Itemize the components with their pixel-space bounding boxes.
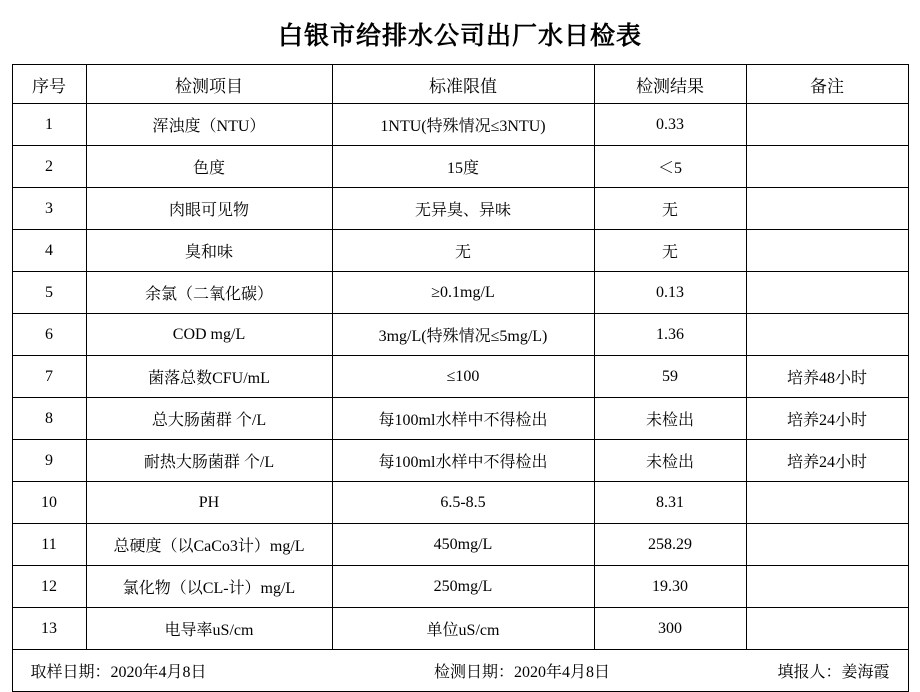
cell-item xyxy=(86,230,332,272)
cell-no: 2 xyxy=(12,146,86,188)
cell-no: 4 xyxy=(12,230,86,272)
cell-standard: 3mg/L(特殊情况≤5mg/L) xyxy=(332,314,594,356)
table-header-row xyxy=(12,65,908,104)
table-row xyxy=(12,524,908,566)
cell-item xyxy=(86,314,332,356)
column-header-standard: 标准限值 xyxy=(332,65,594,104)
cell-result: 1.36 xyxy=(594,314,746,356)
cell-item xyxy=(86,104,332,146)
cell-standard: 每100ml水样中不得检出 xyxy=(332,398,594,440)
cell-result: ＜5 xyxy=(594,146,746,188)
cell-no: 12 xyxy=(12,566,86,608)
cell-item-text: 浑浊度（NTU） xyxy=(152,118,266,135)
column-header-result: 检测结果 xyxy=(594,65,746,104)
cell-no: 3 xyxy=(12,188,86,230)
cell-item-text: 余氯（二氧化碳） xyxy=(144,286,273,303)
cell-item-text: PH xyxy=(198,493,220,511)
cell-no: 5 xyxy=(12,272,86,314)
column-header-no: 序号 xyxy=(12,65,86,104)
cell-no: 8 xyxy=(12,398,86,440)
cell-standard: ≥0.1mg/L xyxy=(332,272,594,314)
cell-item-text: COD mg/L xyxy=(172,325,246,343)
cell-item xyxy=(86,356,332,398)
cell-item xyxy=(86,566,332,608)
cell-remark xyxy=(746,188,908,230)
cell-standard: 单位uS/cm xyxy=(332,608,594,650)
footer-cell xyxy=(12,650,908,692)
cell-remark xyxy=(746,524,908,566)
table-row xyxy=(12,188,908,230)
table-row xyxy=(12,440,908,482)
cell-item-text: 氯化物（以CL-计）mg/L xyxy=(122,580,296,597)
cell-standard: 15度 xyxy=(332,146,594,188)
cell-remark xyxy=(746,482,908,524)
cell-remark xyxy=(746,104,908,146)
cell-result: 无 xyxy=(594,188,746,230)
cell-standard: 无 xyxy=(332,230,594,272)
cell-result: 0.13 xyxy=(594,272,746,314)
table-row xyxy=(12,272,908,314)
cell-no: 6 xyxy=(12,314,86,356)
table-row xyxy=(12,482,908,524)
table-row xyxy=(12,566,908,608)
cell-item-text: 耐热大肠菌群 个/L xyxy=(143,454,275,471)
cell-result: 59 xyxy=(594,356,746,398)
cell-remark: 培养24小时 xyxy=(746,398,908,440)
page-title: 白银市给排水公司出厂水日检表 xyxy=(277,23,642,50)
cell-no: 1 xyxy=(12,104,86,146)
cell-item xyxy=(86,440,332,482)
cell-remark xyxy=(746,272,908,314)
cell-item xyxy=(86,272,332,314)
table-body xyxy=(12,104,908,692)
table-row xyxy=(12,230,908,272)
cell-remark: 培养48小时 xyxy=(746,356,908,398)
cell-result: 8.31 xyxy=(594,482,746,524)
cell-remark xyxy=(746,314,908,356)
cell-item-text: 肉眼可见物 xyxy=(168,202,249,219)
cell-standard: 无异臭、异味 xyxy=(332,188,594,230)
table-row xyxy=(12,314,908,356)
cell-standard: 1NTU(特殊情况≤3NTU) xyxy=(332,104,594,146)
cell-item xyxy=(86,608,332,650)
cell-item xyxy=(86,524,332,566)
cell-remark xyxy=(746,566,908,608)
cell-result: 未检出 xyxy=(594,440,746,482)
cell-result: 258.29 xyxy=(594,524,746,566)
cell-result: 无 xyxy=(594,230,746,272)
testing-date: 检测日期：2020年4月8日 xyxy=(433,664,610,681)
cell-result: 0.33 xyxy=(594,104,746,146)
sampling-date: 取样日期：2020年4月8日 xyxy=(30,664,207,681)
cell-item xyxy=(86,188,332,230)
cell-result: 300 xyxy=(594,608,746,650)
column-header-item: 检测项目 xyxy=(86,65,332,104)
cell-item-text: 总大肠菌群 个/L xyxy=(151,412,267,429)
cell-result: 未检出 xyxy=(594,398,746,440)
cell-no: 10 xyxy=(12,482,86,524)
cell-no: 13 xyxy=(12,608,86,650)
cell-no: 7 xyxy=(12,356,86,398)
cell-standard: ≤100 xyxy=(332,356,594,398)
cell-result: 19.30 xyxy=(594,566,746,608)
cell-item-text: 总硬度（以CaCo3计）mg/L xyxy=(113,538,305,555)
table-row xyxy=(12,398,908,440)
cell-standard: 每100ml水样中不得检出 xyxy=(332,440,594,482)
cell-standard: 450mg/L xyxy=(332,524,594,566)
table-footer-row xyxy=(12,650,908,692)
table-row xyxy=(12,146,908,188)
cell-remark xyxy=(746,146,908,188)
table-header xyxy=(12,65,908,104)
cell-no: 9 xyxy=(12,440,86,482)
cell-item-text: 色度 xyxy=(192,160,225,177)
footer-info xyxy=(13,659,908,682)
cell-standard: 6.5-8.5 xyxy=(332,482,594,524)
cell-item-text: 菌落总数CFU/mL xyxy=(148,370,270,387)
cell-standard: 250mg/L xyxy=(332,566,594,608)
cell-item xyxy=(86,146,332,188)
column-header-remark: 备注 xyxy=(746,65,908,104)
cell-item xyxy=(86,398,332,440)
cell-item xyxy=(86,482,332,524)
cell-remark xyxy=(746,230,908,272)
water-quality-table xyxy=(12,64,909,692)
cell-remark xyxy=(746,608,908,650)
table-row xyxy=(12,104,908,146)
reporter-name: 填报人：姜海霞 xyxy=(777,664,890,681)
cell-item-text: 电导率uS/cm xyxy=(164,622,254,639)
table-row xyxy=(12,356,908,398)
cell-no: 11 xyxy=(12,524,86,566)
cell-item-text: 臭和味 xyxy=(184,244,233,261)
table-row xyxy=(12,608,908,650)
cell-remark: 培养24小时 xyxy=(746,440,908,482)
